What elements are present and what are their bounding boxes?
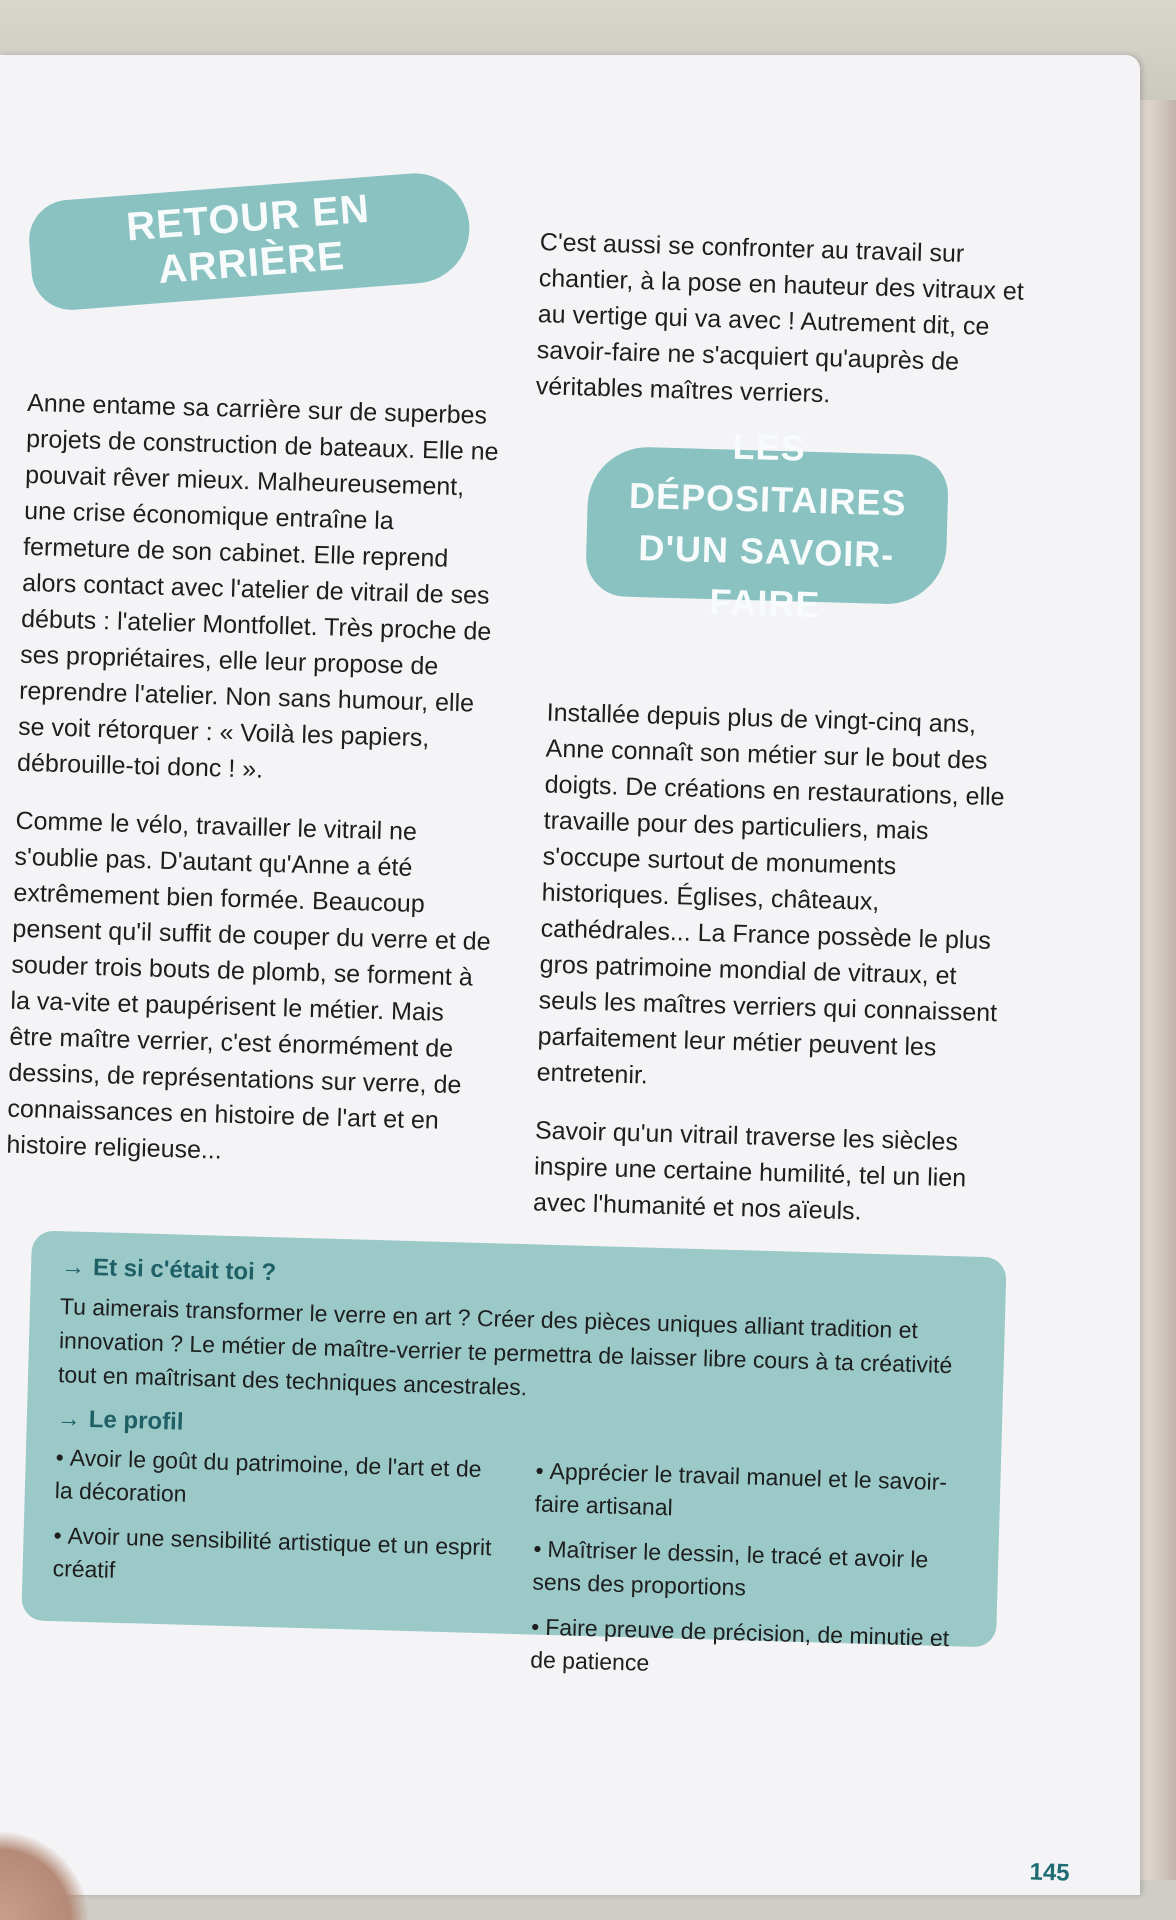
info-box-intro: Tu aimerais transformer le verre en art ? Créer des pièces uniques alliant tradition et innovation ? Le métier de maître-verrier te permettra de laisser libre cours à ta créativité tout en maîtrisant des techniques ancestrales.: [57, 1293, 953, 1401]
profile-item-text: Apprécier le travail manuel et le savoir-faire artisanal: [534, 1457, 948, 1521]
arrow-right-icon: →: [60, 1253, 86, 1281]
section-title-depositaires-line1: LES DÉPOSITAIRES: [628, 425, 908, 524]
column-top-right: [535, 224, 1040, 440]
bullet-icon: •: [55, 1444, 65, 1471]
profile-item-text: Avoir une sensibilité artistique et un esprit créatif: [52, 1522, 492, 1583]
thumb-holding-page: [0, 1830, 90, 1920]
profile-heading-text: Le profil: [88, 1406, 184, 1436]
profile-item: [534, 1455, 976, 1533]
profile-column-left: [50, 1441, 496, 1687]
bullet-icon: •: [535, 1457, 545, 1484]
profile-item: [530, 1610, 972, 1688]
profile-item: [532, 1532, 974, 1610]
bullet-icon: •: [530, 1613, 540, 1640]
page-content: [0, 40, 1165, 1911]
paragraph-top-right: C'est aussi se confronter au travail sur chantier, à la pose en hauteur des vitraux et au vertige qui va avec ! Autrement dit, ce savoir-faire ne s'acquiert qu'auprès de véritables maîtres verriers.: [535, 228, 1025, 409]
paragraph-right-1: Installée depuis plus de vingt-cinq ans, Anne connaît son métier sur le bout des doigts. De créations en restaurations, elle travaille pour des particuliers, mais s'occupe surtout de monuments historiques. Églises, châteaux, cathédrales... La France possède le plus gros patrimoine mondial de vitraux, et seuls les maîtres verriers qui connaissent parfaitement leur métier peuvent les entretenir.: [536, 698, 1005, 1090]
profile-item: [54, 1441, 496, 1519]
section-title-retour: [26, 169, 473, 312]
info-box: [21, 1230, 1007, 1676]
profile-item-text: Avoir le goût du patrimoine, de l'art et de la décoration: [54, 1444, 482, 1507]
paragraph-right-2: Savoir qu'un vitrail traverse les siècles inspire une certaine humilité, tel un lien avec l'humanité et nos aïeuls.: [532, 1116, 967, 1226]
arrow-right-icon: →: [56, 1405, 82, 1433]
section-title-depositaires-line2: D'UN SAVOIR-FAIRE: [637, 527, 895, 626]
bullet-icon: •: [533, 1535, 542, 1562]
section-title-retour-text: RETOUR EN ARRIÈRE: [124, 186, 372, 293]
profile-list: [50, 1441, 976, 1701]
bullet-icon: •: [53, 1522, 63, 1549]
info-box-inner: [50, 1253, 981, 1701]
profile-item-text: Maîtriser le dessin, le tracé et avoir le sens des proportions: [532, 1535, 929, 1601]
column-right: [532, 695, 1027, 1256]
column-left: [5, 385, 507, 1198]
page-number: 145: [1029, 1858, 1070, 1887]
info-box-heading-text: Et si c'était toi ?: [92, 1254, 277, 1287]
profile-item: [52, 1519, 494, 1597]
paragraph-left-1: Anne entame sa carrière sur de superbes projets de construction de bateaux. Elle ne pouvait rêver mieux. Malheureusement, une crise économique entraîne la fermeture de son cabinet. Elle reprend alors contact avec l'atelier de vitrail de ses débuts : l'atelier Montfollet. Très proche de ses propriétaires, elle leur propose de reprendre l'atelier. Non sans humour, elle se voit rétorquer : « Voilà les papiers, débrouille-toi donc ! ».: [16, 388, 499, 784]
section-title-depositaires: [585, 425, 949, 626]
profile-item-text: Faire preuve de précision, de minutie et de patience: [529, 1613, 950, 1676]
paragraph-left-2: Comme le vélo, travailler le vitrail ne s'oublie pas. D'autant qu'Anne a été extrêmement bien formée. Beaucoup pensent qu'il suffit de couper du verre et de souder trois bouts de plomb, se forment à la va-vite et paupérisent le métier. Mais être maître verrier, c'est énormément de dessins, de représentations sur verre, de connaissances en histoire de l'art et en histoire religieuse...: [6, 806, 491, 1165]
profile-column-right: [530, 1455, 976, 1701]
book-page: [0, 55, 1140, 1895]
